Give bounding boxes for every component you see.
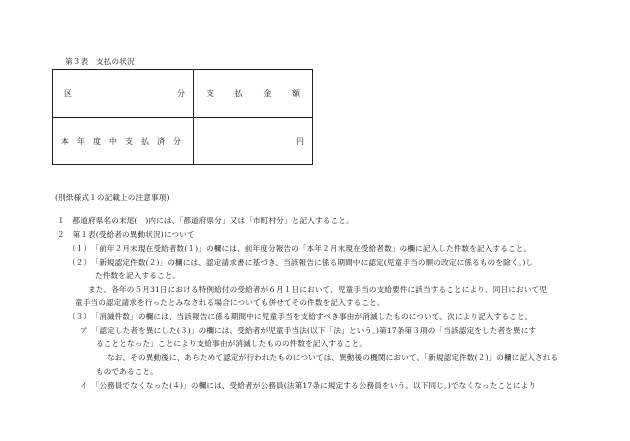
note-line-12: ものであること。 xyxy=(96,367,158,376)
note-line-4: （２） 「新規認定件数(２)」の欄には、認定請求書に基づき、当該報告に係る期間中に認定(児童手当の額の改定に係るものを除く。)し xyxy=(68,258,534,267)
amount-header-char: 払 xyxy=(234,89,243,98)
amount-header-char: 金 xyxy=(263,89,272,98)
note-line-11: なお、その異動後に、あらためて認定が行われたものについては、異動後の機関において、「新規認定件数(２)」の欄に記入される xyxy=(107,353,559,362)
note-line-10: ることとなった」ことにより支給事由が消滅したものの件数を記入すること。 xyxy=(96,339,368,348)
row-label-cell xyxy=(53,118,194,165)
note-line-2: ２ 第１表(受給者の異動状況)について xyxy=(57,230,195,239)
note-line-1: １ 都道府県名の末尾( )内には、「都道府県分」又は「市町村分」と記入すること。 xyxy=(57,216,354,225)
amount-value-cell xyxy=(194,118,313,165)
note-line-13: イ 「公務員でなくなった(４)」の欄には、受給者が公務員(法第17条に規定する公務員をいう。以下同じ。)でなくなったことにより xyxy=(80,381,537,390)
table-row xyxy=(53,118,313,165)
note-line-9: ア 「認定した者を異にした(３)」の欄には、受給者が児童手当法(以下「法」という。)第17条第３項の「当該認定をした者を異にす xyxy=(80,326,537,335)
paid-this-year-label: 本 年 度 中 支 払 済 分 xyxy=(61,136,181,146)
note-line-3: （１） 「前年２月末現在受給者数(１)」の欄には、前年度分報告の「本年２月末現在受給者数」の欄に記入した件数を記入すること。 xyxy=(68,244,532,253)
table-title: 第３表 支払の状況 xyxy=(65,57,135,66)
amount-header-cell xyxy=(194,70,313,118)
note-line-5: た件数を記入すること。 xyxy=(95,271,181,280)
notes-title: (別紙様式１の記載上の注意事項) xyxy=(55,193,170,202)
amount-header-char: 支 xyxy=(206,89,214,98)
category-header-cell xyxy=(53,70,194,118)
note-line-7: 童手当の認定請求を行ったとみなされる場合についても併せてその件数を記入すること。 xyxy=(75,298,385,307)
yen-unit: 円 xyxy=(296,136,304,146)
note-line-8: （３） 「消滅件数」の欄には、当該報告に係る期間中に児童手当を支給すべき事由が消滅したものについて、次により記入すること。 xyxy=(68,312,533,321)
payment-status-table xyxy=(52,69,313,165)
note-line-6: また、各年の５月31日における特例給付の受給者が６月１日において、児童手当の支給要件に該当することにより、同日において児 xyxy=(88,285,547,294)
category-header-left: 区 xyxy=(64,89,72,98)
amount-header-char: 額 xyxy=(291,89,300,98)
table-header-row xyxy=(53,70,313,118)
category-header-right: 分 xyxy=(177,89,185,98)
